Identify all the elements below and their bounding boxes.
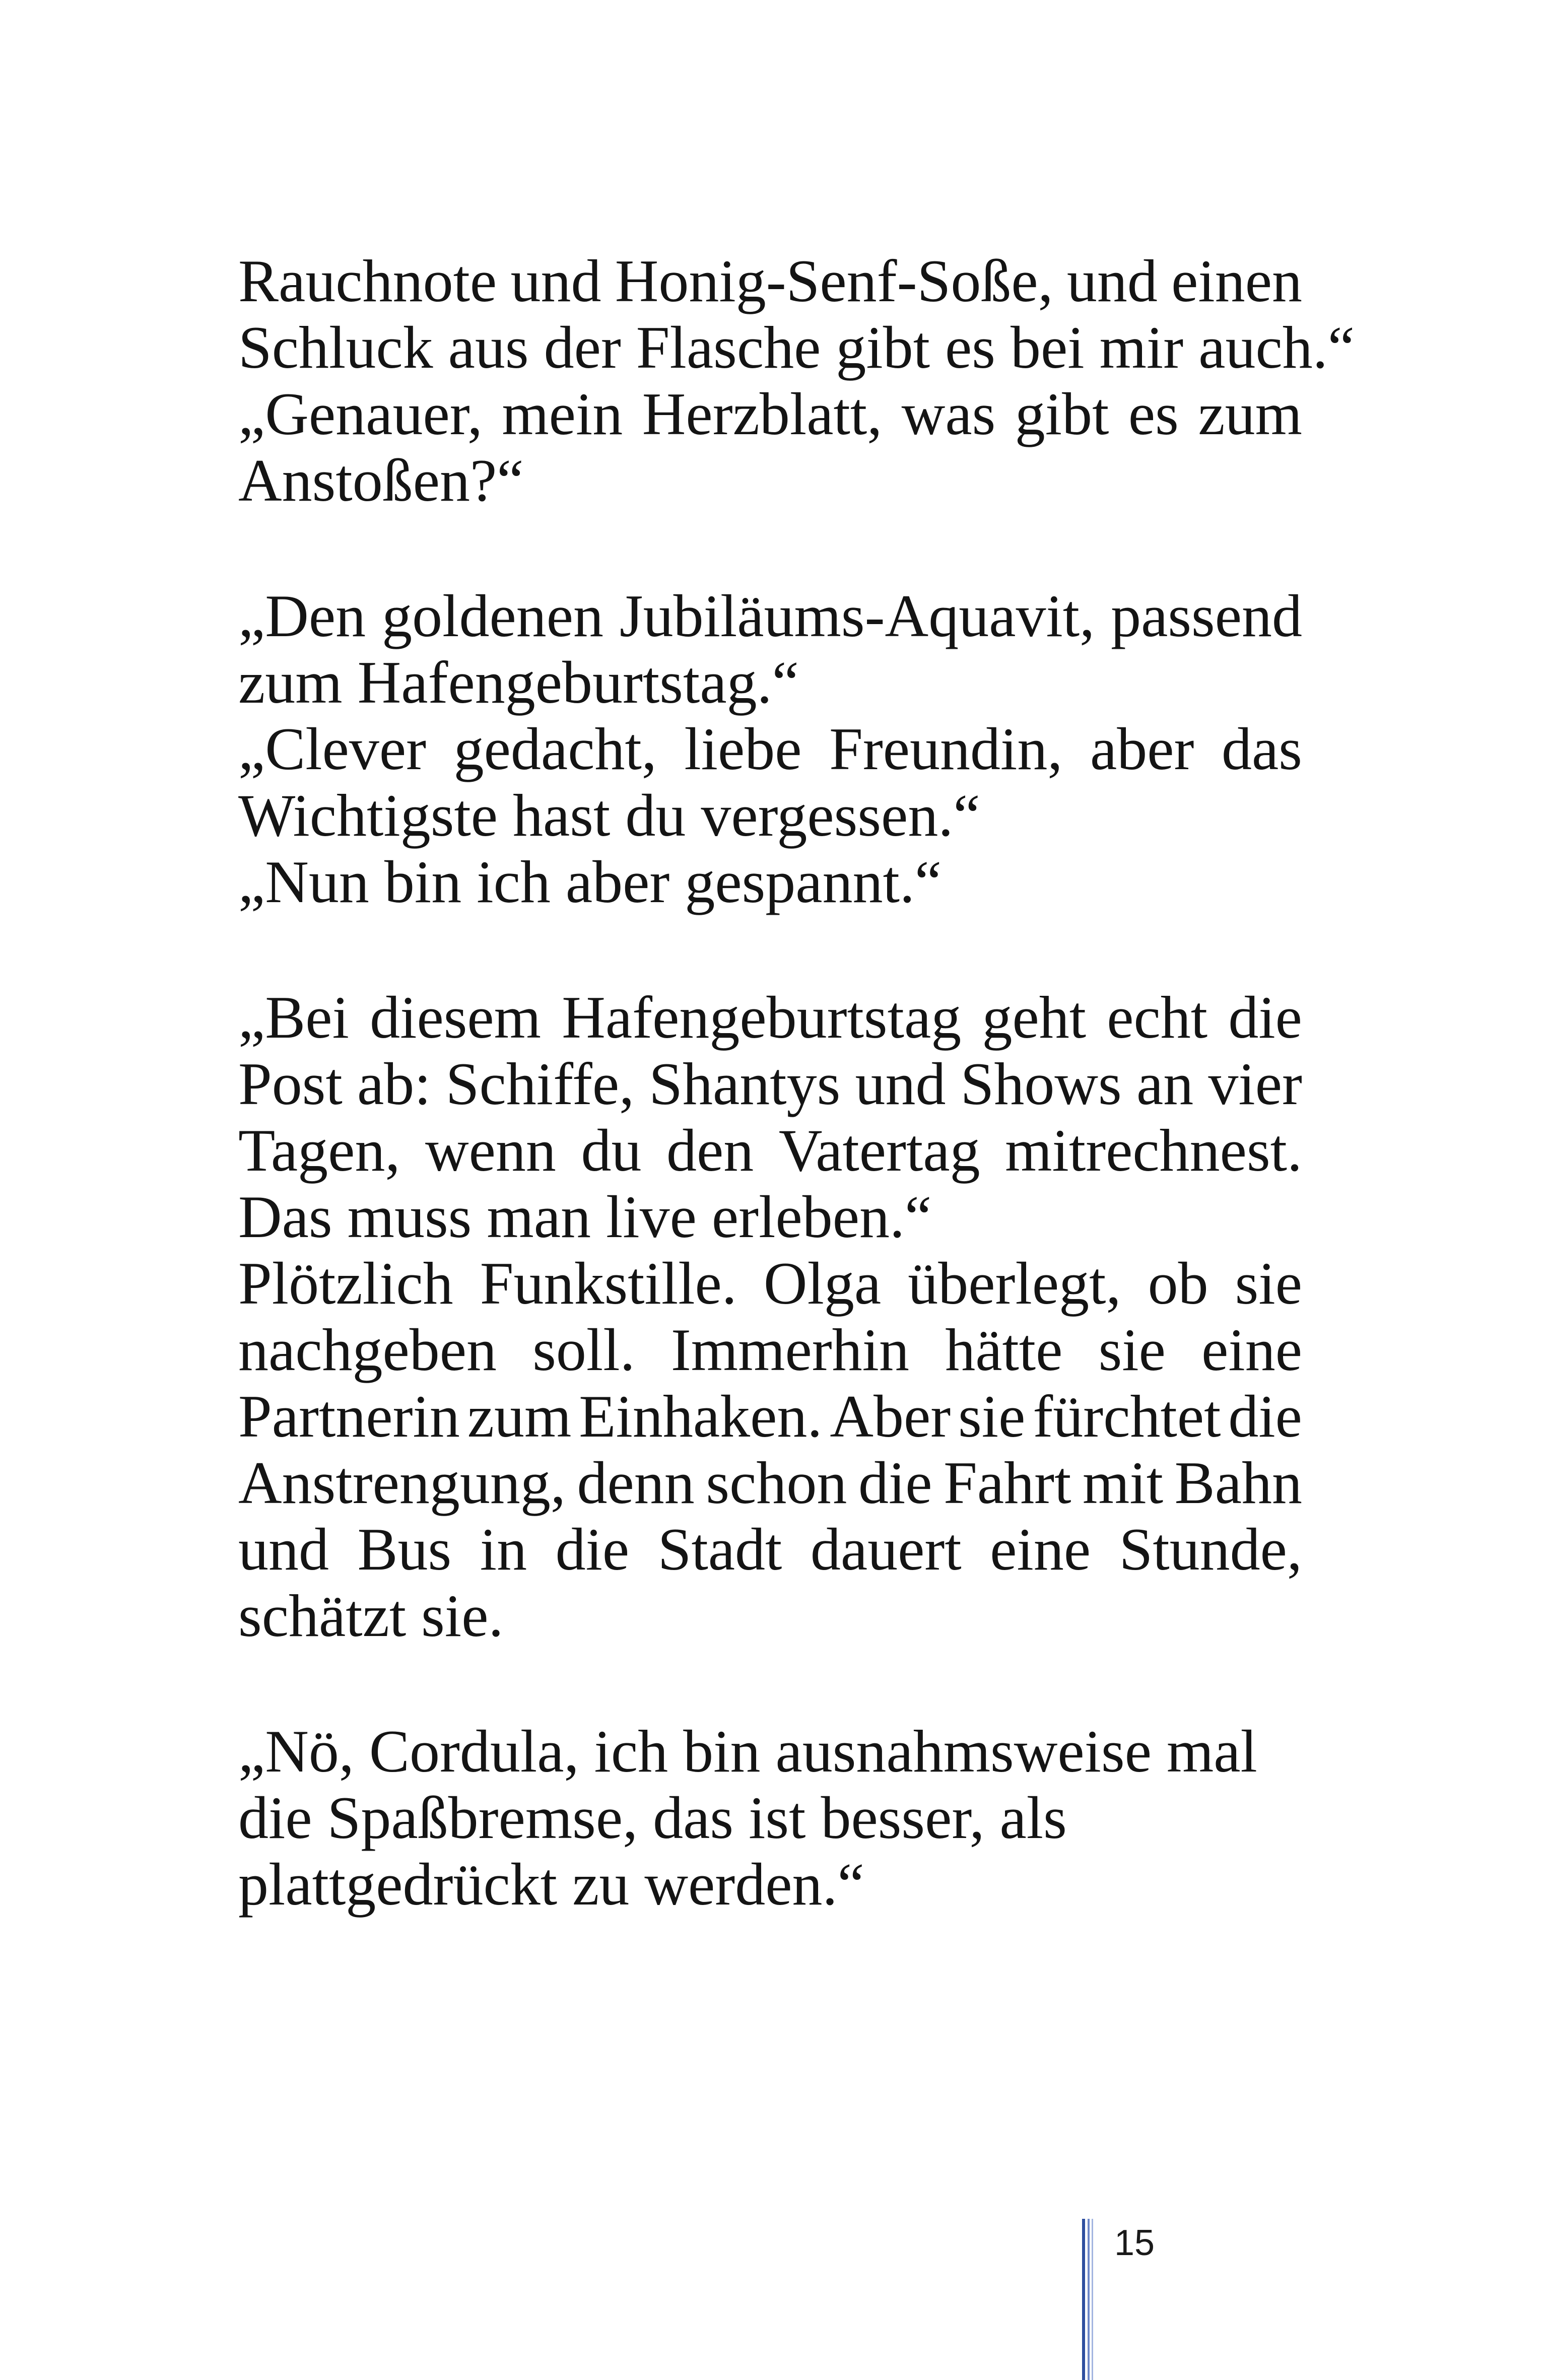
- text-line: „Nö, Cordula, ich bin ausnahmsweise mal: [238, 1718, 1257, 1785]
- text-line: die Spaßbremse, das ist besser, als: [238, 1784, 1067, 1851]
- paragraph: [238, 247, 1355, 514]
- text-line: „Genauer, mein Herzblatt, was gibt es zum: [238, 380, 1302, 447]
- text-line: „Bei diesem Hafengeburtstag geht echt die: [238, 984, 1302, 1051]
- text-line: Schluck aus der Flasche gibt es bei mir auch.“: [238, 314, 1355, 381]
- text-line: Anstoßen?“: [238, 447, 524, 514]
- text-line: Tagen, wenn du den Vatertag mitrechnest.: [238, 1117, 1302, 1184]
- page-margin-rule: [1088, 2219, 1090, 2380]
- text-line: „Den goldenen Jubiläums-Aquavit, passend: [238, 582, 1302, 649]
- page-margin-rule: [1082, 2219, 1085, 2380]
- paragraph: [238, 1718, 1302, 1918]
- text-line: „Clever gedacht, liebe Freundin, aber das: [238, 715, 1302, 782]
- page-margin-rule: [1092, 2219, 1093, 2380]
- text-line: nachgeben soll. Immerhin hätte sie eine: [238, 1316, 1302, 1383]
- text-line: zum Hafengeburtstag.“: [238, 649, 799, 716]
- text-line: plattgedrückt zu werden.“: [238, 1851, 864, 1918]
- text-line: Plötzlich Funkstille. Olga überlegt, ob sie: [238, 1250, 1302, 1317]
- paragraph: [238, 984, 1302, 1649]
- paragraph-gap: [238, 1649, 1302, 1718]
- text-line: Das muss man live erleben.“: [238, 1183, 932, 1250]
- paragraph-gap: [238, 514, 1302, 583]
- text-line: „Nun bin ich aber gespannt.“: [238, 848, 942, 915]
- text-line: Rauchnote und Honig-Senf-Soße, und einen: [238, 247, 1302, 314]
- text-line: Wichtigste hast du vergessen.“: [238, 782, 980, 849]
- text-line: Anstrengung, denn schon die Fahrt mit Bahn: [238, 1449, 1302, 1516]
- paragraph: [238, 583, 1302, 915]
- body-text: [238, 247, 1355, 1918]
- text-line: Partnerin zum Einhaken. Aber sie fürchtet die: [238, 1383, 1302, 1450]
- text-line: und Bus in die Stadt dauert eine Stunde,: [238, 1516, 1302, 1583]
- page-number: 15: [1114, 2223, 1155, 2263]
- text-line: schätzt sie.: [238, 1582, 504, 1649]
- paragraph-gap: [238, 915, 1302, 984]
- text-line: Post ab: Schiffe, Shantys und Shows an vier: [238, 1050, 1302, 1117]
